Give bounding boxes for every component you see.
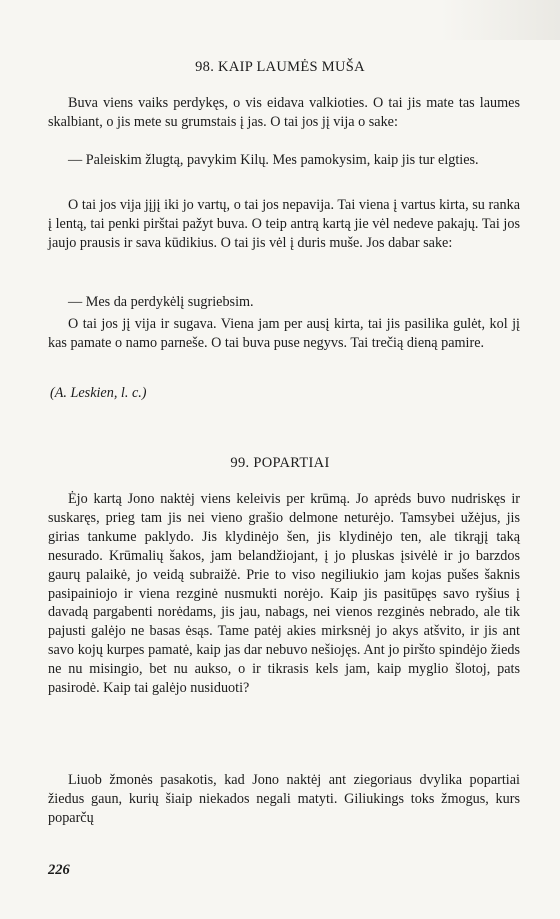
story-99-paragraph-2: Liuob žmonės pasakotis, kad Jono naktėj ant ziegoriaus dvylika popartiai žiedus gaun, kurių šiaip niekados negali matyti. Giliukings toks žmogus, kurs poparčų (48, 772, 520, 826)
scan-smudge (440, 0, 560, 40)
story-98-paragraph-5: O tai jos jį vija ir sugava. Viena jam per ausį kirta, tai jis pasilika gulėt, kol jį kas pamate o namo parneše. O tai buva puse negyvs. Tai trečią dieną pamire. (48, 316, 520, 352)
story-98-source: (A. Leskien, l. c.) (50, 385, 147, 401)
story-99-title: 99. POPARTIAI (230, 455, 330, 471)
story-98-paragraph-3: O tai jos vija jįjį iki jo vartų, o tai jos nepavija. Tai viena į vartus kirta, su ranka į lentą, tai penki pirštai pažyt buva. O teip antrą kartą jie vėl nedeve pakajų. Tai jos jaujo prausis ir sava kūdikius. O tai jis vėl į duris muše. Jos dabar sake: (48, 197, 520, 252)
story-98-title: 98. KAIP LAUMĖS MUŠA (195, 59, 365, 75)
story-98-paragraph-2: — Paleiskim žlugtą, pavykim Kilų. Mes pamokysim, kaip jis tur elgties. (68, 152, 479, 168)
story-98-paragraph-1: Buva viens vaiks perdykęs, o vis eidava valkioties. O tai jis mate tas laumes skalbiant, o jis mete su grumstais į jas. O tai jos jį vija o sake: (48, 95, 520, 131)
story-98-paragraph-4: — Mes da perdykėlį sugriebsim. (68, 294, 254, 310)
story-99-paragraph-1: Ėjo kartą Jono naktėj viens keleivis per krūmą. Jo aprėds buvo nudriskęs ir suskaręs, prieg tam jis nei vieno grašio delmone neturėjo. Tamsybei užėjus, jis girias tankume paklydo. Jis klydinėjo šen, jis klydinėjo ten, ale tikrąjį taką nesurado. Krūmalių šakos, jam belandžiojant, į jo pluskas įsivėlė ir jo barzdos gaurų palaikė, jo veidą subraižė. Prie to viso negiliukio jam kojas pušes šaknis pasipainiojo ir viena rezginė nusmukti norėjo. Kaip jis pasitūpęs savo ryšius į davadą pargabenti norėdams, jis jau, nabags, nei vienos rezginės nebrado, ale tik pajusti galėjo ne basas ėsąs. Tame patėj akies mirksnėj jo akys atšvito, ir jis ant savo kojų kurpes pamatė, kaip jas dar nebuvo nešiojęs. Ant jo piršto spindėjo žieds ne nu misingio, bet nu aukso, o ir tikrasis kels jam, kaip myglio šlotoj, pats pasirodė. Kaip tai galėjo nusiduoti? (48, 491, 520, 697)
page-number: 226 (48, 862, 70, 878)
